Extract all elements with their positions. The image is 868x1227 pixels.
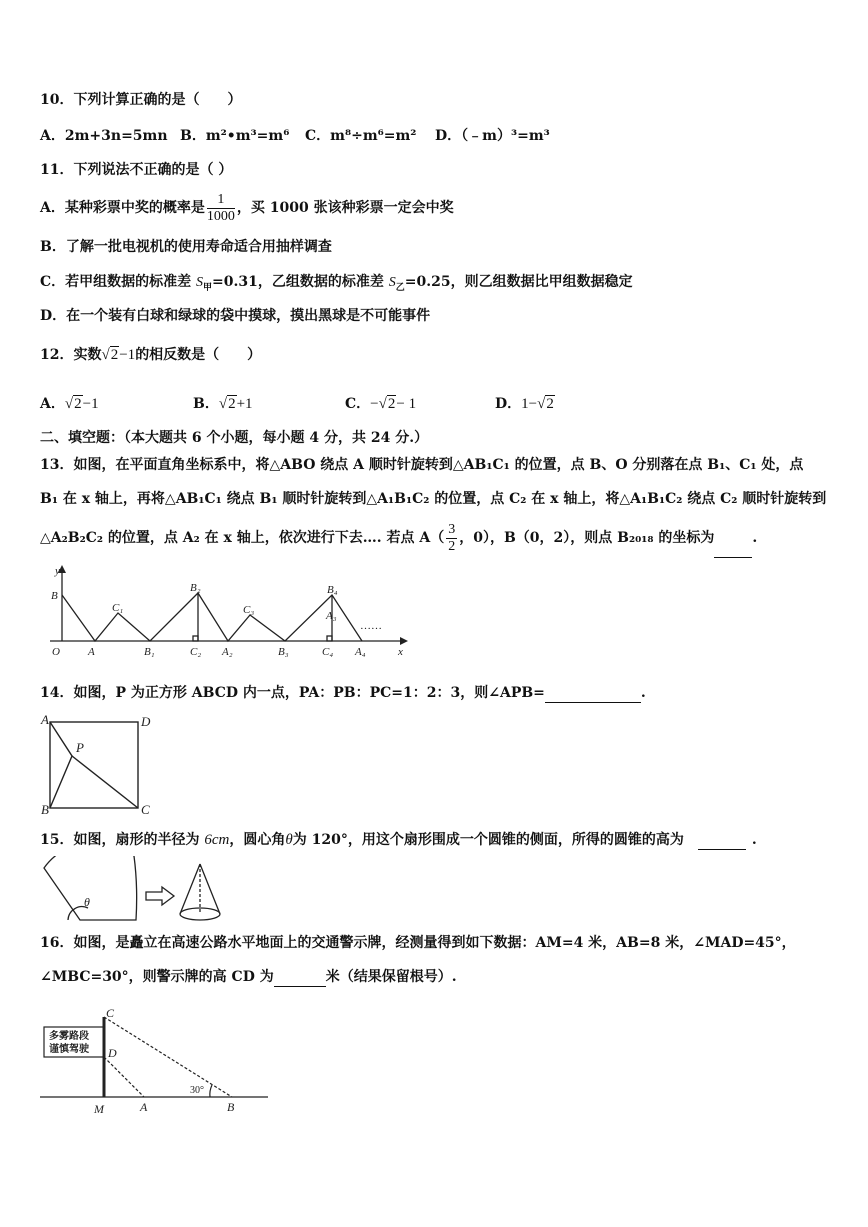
q12-stem [40, 345, 261, 365]
fig16-line-cb [104, 1017, 232, 1097]
fig15-sector [44, 856, 137, 920]
q11-fraction [207, 192, 235, 225]
fig13-label-c1: C₁ [112, 602, 124, 614]
q13-line-3-post: ，0），B（0，2），则点 B₂₀₁₈ 的坐标为 [459, 530, 715, 546]
q13-frac-den: 2 [448, 538, 456, 554]
fig16-angle-arc [210, 1085, 212, 1097]
q12-stem-post: 的相反数是（ ） [135, 347, 262, 363]
q12-b-radical: √2 [218, 396, 236, 412]
q12-stem-radical: √2 [101, 347, 119, 363]
q12-c-radical: √2 [378, 396, 396, 412]
q12-a-radical: √2 [64, 396, 82, 412]
fig16-label-m: M [94, 1102, 104, 1116]
fig13-label-a3: A₃ [326, 610, 337, 622]
fig13-label-o: O [52, 646, 60, 658]
fig13-path-2 [198, 593, 362, 641]
fig14-label-p: P [76, 740, 84, 755]
q15-pre: 15．如图，扇形的半径为 [40, 832, 205, 848]
fig14-label-c: C [141, 802, 150, 816]
fig13-label-c2: C₂ [190, 646, 202, 658]
q11-option-c-pre: C．若甲组数据的标准差 [40, 274, 197, 290]
section-title: 二、填空题：（本大题共 6 个小题，每小题 4 分，共 24 分.） [40, 430, 429, 446]
fig16-label-b: B [227, 1100, 235, 1114]
q13-figure [40, 565, 422, 665]
q16-answer-blank[interactable] [274, 986, 326, 987]
q12-c-tail: − 1 [396, 396, 417, 412]
q12-option-c [345, 393, 416, 413]
q15-figure [40, 856, 240, 926]
q10-stem: 10．下列计算正确的是（ ） [40, 92, 242, 108]
fig14-label-a: A [41, 712, 49, 727]
fig13-right-angle-2 [327, 636, 332, 641]
q13-fraction [446, 522, 457, 555]
q15-radius: 6cm [204, 832, 230, 848]
fig13-x-arrow [400, 637, 408, 645]
q13-line-3-pre: △A₂B₂C₂ 的位置，点 A₂ 在 x 轴上，依次进行下去…. 若点 A（ [40, 530, 445, 546]
q12-c-pre: − [370, 396, 379, 412]
fig13-label-a: A [88, 646, 95, 658]
q16-line-1: 16．如图，是矗立在高速公路水平地面上的交通警示牌，经测量得到如下数据：AM=4 米，AB=8 米，∠MAD=45°， [40, 935, 796, 951]
q11-option-c-mid: =0.31，乙组数据的标准差 [212, 274, 389, 290]
fig13-label-b: B [51, 590, 58, 602]
fig16-sign-line-2: 谨慎驾驶 [49, 1044, 89, 1055]
q12-d-pre: 1− [521, 396, 538, 412]
q12-a-tail: −1 [82, 396, 99, 412]
fig13-label-y: y [55, 565, 60, 577]
fig13-label-b4: B₄ [327, 584, 338, 596]
fig16-line-da [104, 1057, 144, 1097]
fig15-cone-right [200, 864, 220, 914]
q13-line-2: B₁ 在 x 轴上，再将△AB₁C₁ 绕点 B₁ 顺时针旋转到△A₁B₁C₂ 的位置，点 C₂ 在 x 轴上，将△A₁B₁C₂ 绕点 C₂ 顺时针旋转到 [40, 491, 827, 507]
fig14-pc [72, 756, 138, 808]
q13-answer-blank[interactable] [714, 557, 752, 558]
q10-option-b: B．m²•m³=m⁶ [180, 128, 290, 144]
q12-a-label: A． [40, 396, 65, 412]
q13-line-3 [40, 518, 757, 558]
q15-theta: θ [285, 832, 293, 848]
q12-option-d [495, 393, 555, 413]
q12-stem-minus: −1 [119, 347, 136, 363]
fig13-label-b1: B₁ [144, 646, 155, 658]
q11-sub-yi: 乙 [395, 282, 405, 293]
fig14-square [50, 722, 138, 808]
fig13-ellipsis: …… [360, 620, 382, 632]
q13-line-3-end: . [752, 530, 758, 546]
q11-option-c [40, 272, 633, 298]
q11-option-a [40, 188, 454, 228]
fig15-cone-left [180, 864, 200, 914]
fig13-label-c3: C₃ [243, 604, 255, 616]
q11-option-a-text: A．某种彩票中奖的概率是 [40, 200, 205, 216]
q12-option-a [40, 393, 99, 413]
fig15-theta-label: θ [84, 895, 90, 909]
fig13-label-c4: C₄ [322, 646, 334, 658]
q11-option-d: D．在一个装有白球和绿球的袋中摸球，摸出黑球是不可能事件 [40, 308, 431, 324]
fig15-arrow-icon [146, 887, 174, 905]
q16-line-2 [40, 967, 457, 987]
q11-frac-num: 1 [207, 192, 235, 209]
q10-option-c: C．m⁸÷m⁶=m² [305, 128, 417, 144]
fig13-label-b3: B₃ [278, 646, 289, 658]
q13-line-1: 13．如图，在平面直角坐标系中，将△ABO 绕点 A 顺时针旋转到△AB₁C₁ 的位置，点 B、O 分别落在点 B₁、C₁ 处，点 [40, 457, 804, 473]
q12-option-b [193, 393, 253, 413]
q12-b-tail: +1 [236, 396, 253, 412]
fig16-sign-line-1: 多雾路段 [49, 1031, 89, 1042]
q11-stem: 11．下列说法不正确的是（ ） [40, 162, 233, 178]
q14-stem [40, 683, 646, 703]
fig16-angle-label: 30° [190, 1085, 204, 1096]
fig13-label-a4: A₄ [355, 646, 366, 658]
q11-option-b: B．了解一批电视机的使用寿命适合用抽样调查 [40, 239, 332, 255]
fig13-path-1 [62, 593, 198, 641]
fig16-label-d: D [108, 1046, 117, 1060]
fig13-label-a2: A₂ [222, 646, 233, 658]
q11-frac-den: 1000 [206, 208, 235, 224]
q16-figure [40, 1005, 272, 1117]
q12-b-label: B． [193, 396, 219, 412]
q16-line-2-post: 米（结果保留根号）. [325, 969, 457, 985]
fig14-pa-pb [50, 722, 72, 808]
q14-figure [40, 712, 160, 816]
q11-option-c-post: =0.25，则乙组数据比甲组数据稳定 [404, 274, 633, 290]
fig14-label-d: D [141, 714, 151, 729]
q14-answer-blank[interactable] [545, 702, 641, 703]
q16-line-2-pre: ∠MBC=30°，则警示牌的高 CD 为 [40, 969, 274, 985]
q15-mid: ，圆心角 [229, 832, 286, 848]
q12-d-label: D． [495, 396, 522, 412]
q11-s-jia: S [196, 275, 204, 290]
fig13-label-b2: B₂ [190, 582, 201, 594]
q10-option-d: D．（﹣m）³=m³ [435, 128, 550, 144]
q14-stem-end: . [640, 685, 646, 701]
q14-stem-text: 14．如图，P 为正方形 ABCD 内一点，PA：PB：PC=1：2：3，则∠APB= [40, 685, 545, 701]
fig16-label-a: A [140, 1100, 148, 1114]
q12-stem-pre: 12．实数 [40, 347, 102, 363]
fig14-label-b: B [41, 802, 49, 816]
fig16-label-c: C [106, 1006, 115, 1020]
q12-c-label: C． [345, 396, 371, 412]
q15-end: . [751, 832, 757, 848]
q13-frac-num: 3 [448, 521, 456, 537]
q10-option-a: A．2m+3n=5mn [40, 128, 168, 144]
q15-post: 为 120°，用这个扇形围成一个圆锥的侧面，所得的圆锥的高为 [292, 832, 684, 848]
q11-sub-jia: 甲 [203, 282, 213, 293]
q15-answer-blank[interactable] [698, 849, 746, 850]
q11-s-yi: S [388, 275, 396, 290]
q11-option-a-tail: ，买 1000 张该种彩票一定会中奖 [236, 200, 454, 216]
fig13-right-angle-1 [193, 636, 198, 641]
fig13-label-x: x [398, 646, 403, 658]
q15-stem [40, 830, 757, 850]
q12-d-radical: √2 [537, 396, 554, 412]
